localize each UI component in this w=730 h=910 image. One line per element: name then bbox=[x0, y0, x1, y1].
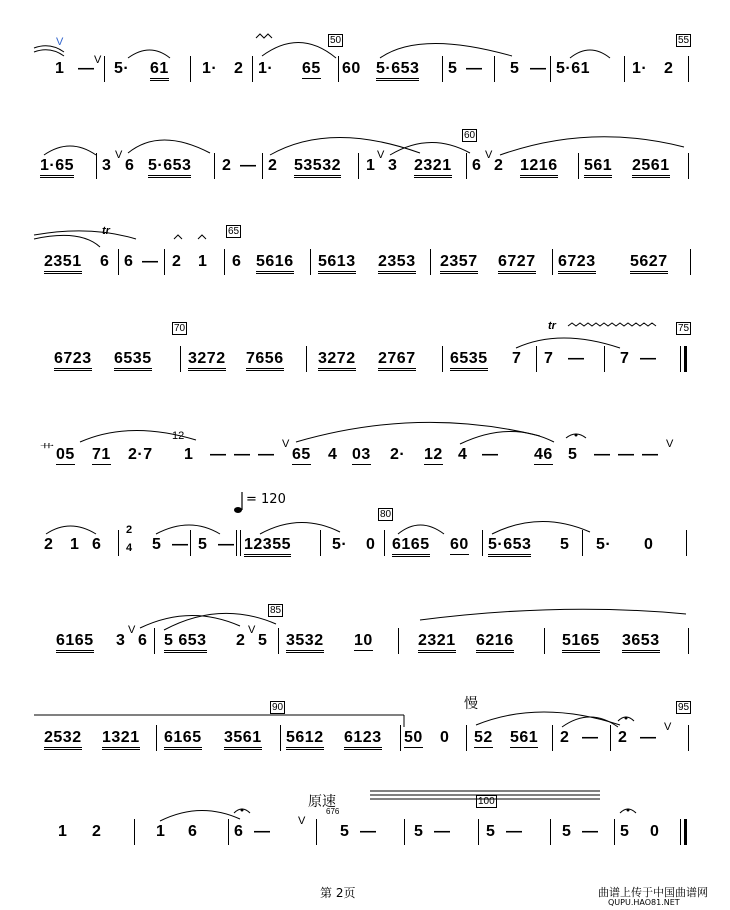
note: 5 bbox=[560, 536, 570, 553]
note: 561 bbox=[584, 157, 612, 178]
dash: — bbox=[642, 446, 659, 463]
note: 3272 bbox=[318, 350, 356, 371]
note: 5 bbox=[510, 60, 520, 77]
note: 5·61 bbox=[556, 60, 591, 77]
slur-arcs bbox=[0, 253, 730, 293]
note: 2 bbox=[92, 823, 102, 840]
note: 52 bbox=[474, 729, 493, 746]
note: 60 bbox=[450, 536, 469, 553]
note: 5616 bbox=[256, 253, 294, 274]
breath-mark: V bbox=[282, 438, 290, 450]
dash: — bbox=[466, 60, 483, 77]
note: 4 bbox=[458, 446, 468, 463]
note: 6 bbox=[234, 823, 244, 840]
rest: 0 bbox=[366, 536, 376, 553]
dash: — bbox=[234, 446, 251, 463]
note: 6535 bbox=[450, 350, 488, 371]
note: 5 bbox=[568, 446, 578, 463]
slur-arcs bbox=[0, 446, 730, 486]
note: 6 bbox=[138, 632, 148, 649]
note: 6165 bbox=[56, 632, 94, 653]
note: 5612 bbox=[286, 729, 324, 750]
note: 3272 bbox=[188, 350, 226, 371]
rest: 0 bbox=[440, 729, 450, 746]
note: 6 bbox=[100, 253, 110, 270]
slur-arcs bbox=[0, 823, 730, 863]
note: 5 bbox=[486, 823, 496, 840]
note: 3532 bbox=[286, 632, 324, 653]
free-tempo-mark: 艹 bbox=[40, 443, 54, 459]
dash: — bbox=[640, 729, 657, 746]
note: 1· bbox=[632, 60, 648, 77]
note: 5· bbox=[332, 536, 348, 553]
dash: — bbox=[360, 823, 377, 840]
note: 12355 bbox=[244, 536, 291, 557]
note: 2 bbox=[172, 253, 182, 270]
note: 1 bbox=[58, 823, 68, 840]
measure-number: 95 bbox=[678, 702, 690, 713]
watermark-url: QUPU.HAO81.NET bbox=[608, 898, 680, 907]
note: 3 bbox=[388, 157, 398, 174]
slur-arcs bbox=[0, 729, 730, 769]
note: 1 bbox=[156, 823, 166, 840]
note: 5 bbox=[562, 823, 572, 840]
note: 6 bbox=[92, 536, 102, 553]
dash: — bbox=[582, 729, 599, 746]
tempo-marking: = 120 bbox=[246, 492, 286, 507]
note: 6 bbox=[124, 253, 134, 270]
measure-number: 50 bbox=[330, 35, 342, 46]
note: 5 bbox=[340, 823, 350, 840]
breath-mark: V bbox=[485, 149, 493, 161]
dash: — bbox=[594, 446, 611, 463]
dash: — bbox=[482, 446, 499, 463]
note: 5· bbox=[114, 60, 130, 77]
breath-mark: V bbox=[94, 54, 102, 66]
note: 2 bbox=[234, 60, 244, 77]
note: 12 bbox=[424, 446, 443, 463]
measure-number: 100 bbox=[478, 796, 495, 807]
note: 5 bbox=[448, 60, 458, 77]
note: 2·7 bbox=[128, 446, 153, 463]
note: 2 bbox=[268, 157, 278, 174]
dash: — bbox=[258, 446, 275, 463]
note: 6 bbox=[232, 253, 242, 270]
grace-notes: 676 bbox=[326, 807, 340, 816]
note: 6 bbox=[125, 157, 135, 174]
note: 5165 bbox=[562, 632, 600, 653]
note: 5·653 bbox=[148, 157, 191, 178]
dash: — bbox=[78, 60, 95, 77]
note: 61 bbox=[150, 60, 169, 81]
dash: — bbox=[254, 823, 271, 840]
note: 53532 bbox=[294, 157, 341, 178]
slur-arcs bbox=[0, 157, 730, 197]
note: 2 bbox=[664, 60, 674, 77]
dash: — bbox=[618, 446, 635, 463]
note: 5·653 bbox=[488, 536, 531, 557]
note: 5627 bbox=[630, 253, 668, 274]
note: 6723 bbox=[558, 253, 596, 274]
note: 65 bbox=[302, 60, 321, 77]
breath-mark: V bbox=[56, 36, 64, 48]
slow-marking: 慢 bbox=[464, 696, 478, 712]
note: 7 bbox=[620, 350, 630, 367]
watermark-text: 曲谱上传于中国曲谱网 bbox=[598, 886, 708, 899]
note: 1216 bbox=[520, 157, 558, 178]
note: 50 bbox=[404, 729, 423, 746]
note: 3 bbox=[116, 632, 126, 649]
dash: — bbox=[210, 446, 227, 463]
note: 5 bbox=[258, 632, 268, 649]
measure-number: 55 bbox=[678, 35, 690, 46]
note: 2 bbox=[618, 729, 628, 746]
note: 5· bbox=[596, 536, 612, 553]
note: 3653 bbox=[622, 632, 660, 653]
quarter-note-icon bbox=[0, 488, 730, 518]
note: 2 bbox=[236, 632, 246, 649]
note: 1· bbox=[202, 60, 218, 77]
note: 2· bbox=[390, 446, 406, 463]
note: 5 bbox=[198, 536, 208, 553]
dash: — bbox=[240, 157, 257, 174]
note: 6 bbox=[472, 157, 482, 174]
dash: — bbox=[568, 350, 585, 367]
note: 561 bbox=[510, 729, 539, 746]
note: 1 bbox=[55, 60, 65, 77]
dash: — bbox=[142, 253, 159, 270]
note: 7 bbox=[544, 350, 554, 367]
note: 2 bbox=[44, 536, 54, 553]
note: 2357 bbox=[440, 253, 478, 274]
note: 60 bbox=[342, 60, 361, 77]
original-tempo-marking: 原速 bbox=[308, 794, 336, 810]
rest: 0 bbox=[650, 823, 660, 840]
measure-number: 85 bbox=[270, 605, 282, 616]
measure-number: 60 bbox=[464, 130, 476, 141]
dash: — bbox=[530, 60, 547, 77]
note: 5 bbox=[414, 823, 424, 840]
note: 6 bbox=[188, 823, 198, 840]
note: 6216 bbox=[476, 632, 514, 653]
note: 1 bbox=[366, 157, 376, 174]
dash: — bbox=[582, 823, 599, 840]
note: 1 bbox=[198, 253, 208, 270]
note: 6165 bbox=[392, 536, 430, 557]
breath-mark: V bbox=[128, 624, 136, 636]
note: 1321 bbox=[102, 729, 140, 750]
note: 7656 bbox=[246, 350, 284, 371]
note: 4 bbox=[328, 446, 338, 463]
note: 2561 bbox=[632, 157, 670, 178]
breath-mark: V bbox=[115, 149, 123, 161]
rest: 0 bbox=[644, 536, 654, 553]
note: 5·653 bbox=[376, 60, 419, 81]
measure-number: 65 bbox=[228, 226, 240, 237]
note: 03 bbox=[352, 446, 371, 463]
dash: — bbox=[434, 823, 451, 840]
note: 5613 bbox=[318, 253, 356, 274]
page-number: 第 2页 bbox=[320, 886, 356, 900]
dash: — bbox=[640, 350, 657, 367]
note: 71 bbox=[92, 446, 111, 463]
note: 2353 bbox=[378, 253, 416, 274]
measure-number: 80 bbox=[380, 509, 392, 520]
measure-number: 70 bbox=[174, 323, 186, 334]
note: 6727 bbox=[498, 253, 536, 274]
note: 05 bbox=[56, 446, 75, 463]
note: 6123 bbox=[344, 729, 382, 750]
breath-mark: V bbox=[664, 721, 672, 733]
note: 7 bbox=[512, 350, 522, 367]
time-signature-top: 2 bbox=[126, 524, 133, 536]
slur-arcs bbox=[0, 632, 730, 672]
slur-arcs bbox=[0, 350, 730, 390]
slur-arcs bbox=[0, 60, 730, 100]
breath-mark: V bbox=[666, 438, 674, 450]
trill-mark: tr bbox=[102, 225, 110, 237]
slur-arcs bbox=[0, 536, 730, 576]
note: 46 bbox=[534, 446, 553, 463]
note: 6723 bbox=[54, 350, 92, 371]
dash: — bbox=[172, 536, 189, 553]
note: 2 bbox=[494, 157, 504, 174]
note: 1 bbox=[184, 446, 194, 463]
note: 2321 bbox=[418, 632, 456, 653]
note: 2532 bbox=[44, 729, 82, 750]
note: 5 bbox=[620, 823, 630, 840]
breath-mark: V bbox=[298, 815, 306, 827]
grace-notes: 12 bbox=[172, 430, 185, 442]
note: 2767 bbox=[378, 350, 416, 371]
measure-number: 75 bbox=[678, 323, 690, 334]
time-signature-bottom: 4 bbox=[126, 542, 133, 554]
note: 6165 bbox=[164, 729, 202, 750]
note: 5 653 bbox=[164, 632, 207, 653]
note: 2351 bbox=[44, 253, 82, 274]
note: 10 bbox=[354, 632, 373, 649]
note: 2 bbox=[222, 157, 232, 174]
note: 5 bbox=[152, 536, 162, 553]
breath-mark: V bbox=[377, 149, 385, 161]
note: 3 bbox=[102, 157, 112, 174]
note: 1·65 bbox=[40, 157, 74, 178]
breath-mark: V bbox=[248, 624, 256, 636]
dash: — bbox=[506, 823, 523, 840]
note: 2321 bbox=[414, 157, 452, 178]
note: 3561 bbox=[224, 729, 262, 750]
note: 6535 bbox=[114, 350, 152, 371]
note: 2 bbox=[560, 729, 570, 746]
note: 1 bbox=[70, 536, 80, 553]
note: 1· bbox=[258, 60, 274, 77]
dash: — bbox=[218, 536, 235, 553]
note: 65 bbox=[292, 446, 311, 463]
trill-mark: tr bbox=[548, 320, 556, 332]
measure-number: 90 bbox=[272, 702, 284, 713]
